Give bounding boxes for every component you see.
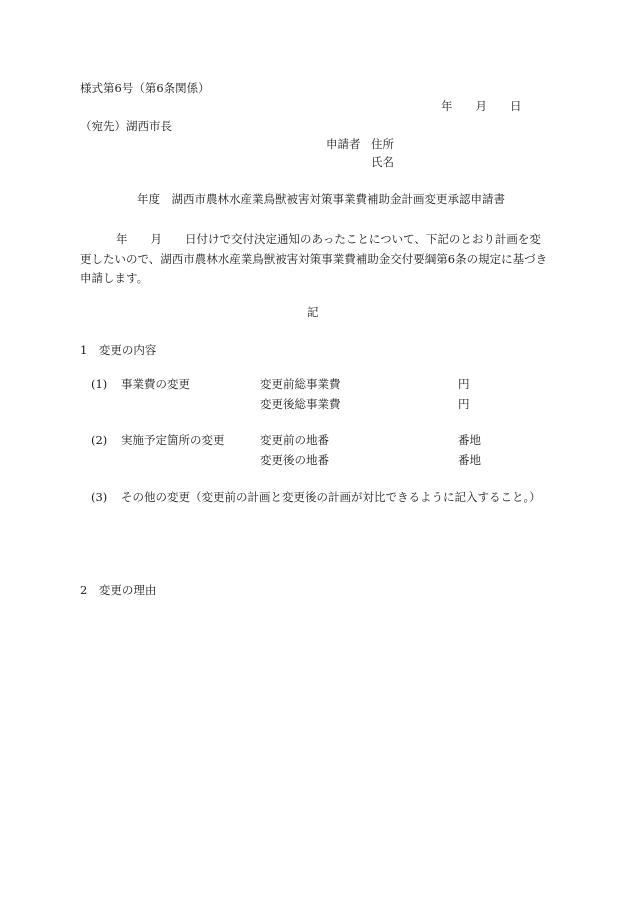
item1-label: 事業費の変更 <box>121 377 190 391</box>
item1-row2-label: 変更後総事業費 <box>260 397 341 411</box>
intro-line-3: 申請します。 <box>80 271 149 285</box>
applicant-name-label: 氏名 <box>371 155 394 169</box>
intro-paragraph <box>80 230 550 289</box>
item3-number: (3) <box>91 490 108 504</box>
item1-number: (1) <box>91 377 108 391</box>
intro-line-2: 更したいので、湖西市農林水産業鳥獣被害対策事業費補助金交付要綱第6条の規定に基づき <box>80 251 548 266</box>
item1-row1-unit: 円 <box>458 377 470 391</box>
section2-heading: 2 変更の理由 <box>80 583 157 597</box>
item2-row1-label: 変更前の地番 <box>260 433 329 447</box>
item2-row1-unit: 番地 <box>458 433 481 447</box>
ki-heading: 記 <box>307 305 319 319</box>
item2-number: (2) <box>91 433 108 447</box>
item1-row2-unit: 円 <box>458 397 470 411</box>
form-number: 様式第6号（第6条関係） <box>80 81 210 95</box>
section1-heading: 1 変更の内容 <box>80 343 157 357</box>
addressee: （宛先）湖西市長 <box>80 119 172 133</box>
item2-label: 実施予定箇所の変更 <box>121 433 225 447</box>
item2-row2-unit: 番地 <box>458 453 481 467</box>
intro-line-1: 年 月 日付けで交付決定通知のあったことについて、下記のとおり計画を変 <box>116 232 541 246</box>
applicant-address-label: 住所 <box>371 137 394 151</box>
item1-row1-label: 変更前総事業費 <box>260 377 341 391</box>
item2-row2-label: 変更後の地番 <box>260 453 329 467</box>
date-line: 年 月 日 <box>441 99 522 113</box>
applicant-label: 申請者 <box>326 137 361 151</box>
item3-label: その他の変更（変更前の計画と変更後の計画が対比できるように記入すること。） <box>121 490 541 504</box>
document-title: 年度 湖西市農林水産業鳥獣被害対策事業費補助金計画変更承認申請書 <box>137 192 505 206</box>
